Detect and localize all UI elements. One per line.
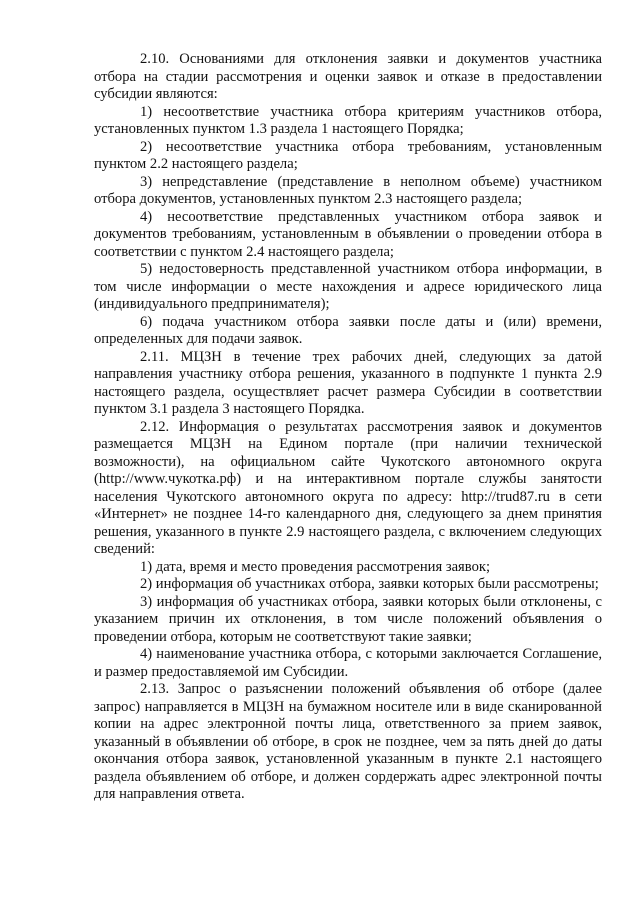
list-item-6: 6) подача участником отбора заявки после даты и (или) времени, определенных для подачи заявок.	[94, 313, 602, 347]
paragraph-2-10: 2.10. Основаниями для отклонения заявки и документов участника отбора на стадии рассмотрения и оценки заявок и отказе в предоставлении субсидии являются:	[94, 51, 602, 102]
paragraph-2-13: 2.13. Запрос о разъяснении положений объявления об отборе (далее запрос) направляется в МЦЗН на бумажном носителе или в виде сканированной копии на адрес электронной почты лица, ответственного за прием заявок, указанный в объявлении об отборе, в срок не позднее, чем за пять дней до даты окончания отбора заявок, установленной указанным в пункте 2.1 настоящего раздела объявлением об отборе, и должен сордержать адрес электронной почты для направления ответа.	[94, 681, 602, 802]
list-item-3: 3) непредставление (представление в неполном объеме) участником отбора документов, установленных пунктом 2.3 настоящего раздела;	[94, 173, 602, 207]
document-body	[94, 51, 602, 804]
paragraph-2-11: 2.11. МЦЗН в течение трех рабочих дней, следующих за датой направления участнику отбора решения, указанного в подпункте 1 пункта 2.9 настоящего раздела, осуществляет расчет размера Субсидии в соответствии пунктом 3.1 раздела 3 настоящего Порядка.	[94, 348, 602, 417]
list-item-4: 4) наименование участника отбора, с которыми заключается Соглашение, и размер предоставляемой им Субсидии.	[94, 646, 602, 680]
list-item-1: 1) дата, время и место проведения рассмотрения заявок;	[140, 558, 491, 575]
list-item-2: 2) информация об участниках отбора, заявки которых были рассмотрены;	[140, 576, 599, 592]
list-item-1: 1) несоответствие участника отбора критериям участников отбора, установленных пунктом 1.3 раздела 1 настоящего Порядка;	[94, 103, 602, 137]
list-item-4: 4) несоответствие представленных участником отбора заявок и документов требованиям, установленным в объявлении о проведении отбора в соответствии с пунктом 2.4 настоящего раздела;	[94, 208, 602, 260]
list-item-3: 3) информация об участниках отбора, заявки которых были отклонены, с указанием причин их отклонения, в том числе положений объявления о проведении отбора, которым не соответствуют такие заявки;	[94, 593, 602, 645]
list-item-2: 2) несоответствие участника отбора требованиям, установленным пунктом 2.2 настоящего раздела;	[94, 138, 602, 172]
list-item-5: 5) недостоверность представленной участником отбора информации, в том числе информации о месте нахождения и адресе юридического лица (индивидуального предпринимателя);	[94, 261, 602, 312]
paragraph-2-12: 2.12. Информация о результатах рассмотрения заявок и документов размещается МЦЗН на Едином портале (при наличии технической возможности), на официальном сайте Чукотского автономного округа (http://www.чукотка.рф) и на интерактивном портале службы занятости населения Чукотского автономного округа по адресу: http://trud87.ru в сети «Интернет» не позднее 14-го календарного дня, следующего за днем принятия решения, указанного в пункте 2.9 настоящего раздела, с включением следующих сведений:	[94, 418, 602, 557]
